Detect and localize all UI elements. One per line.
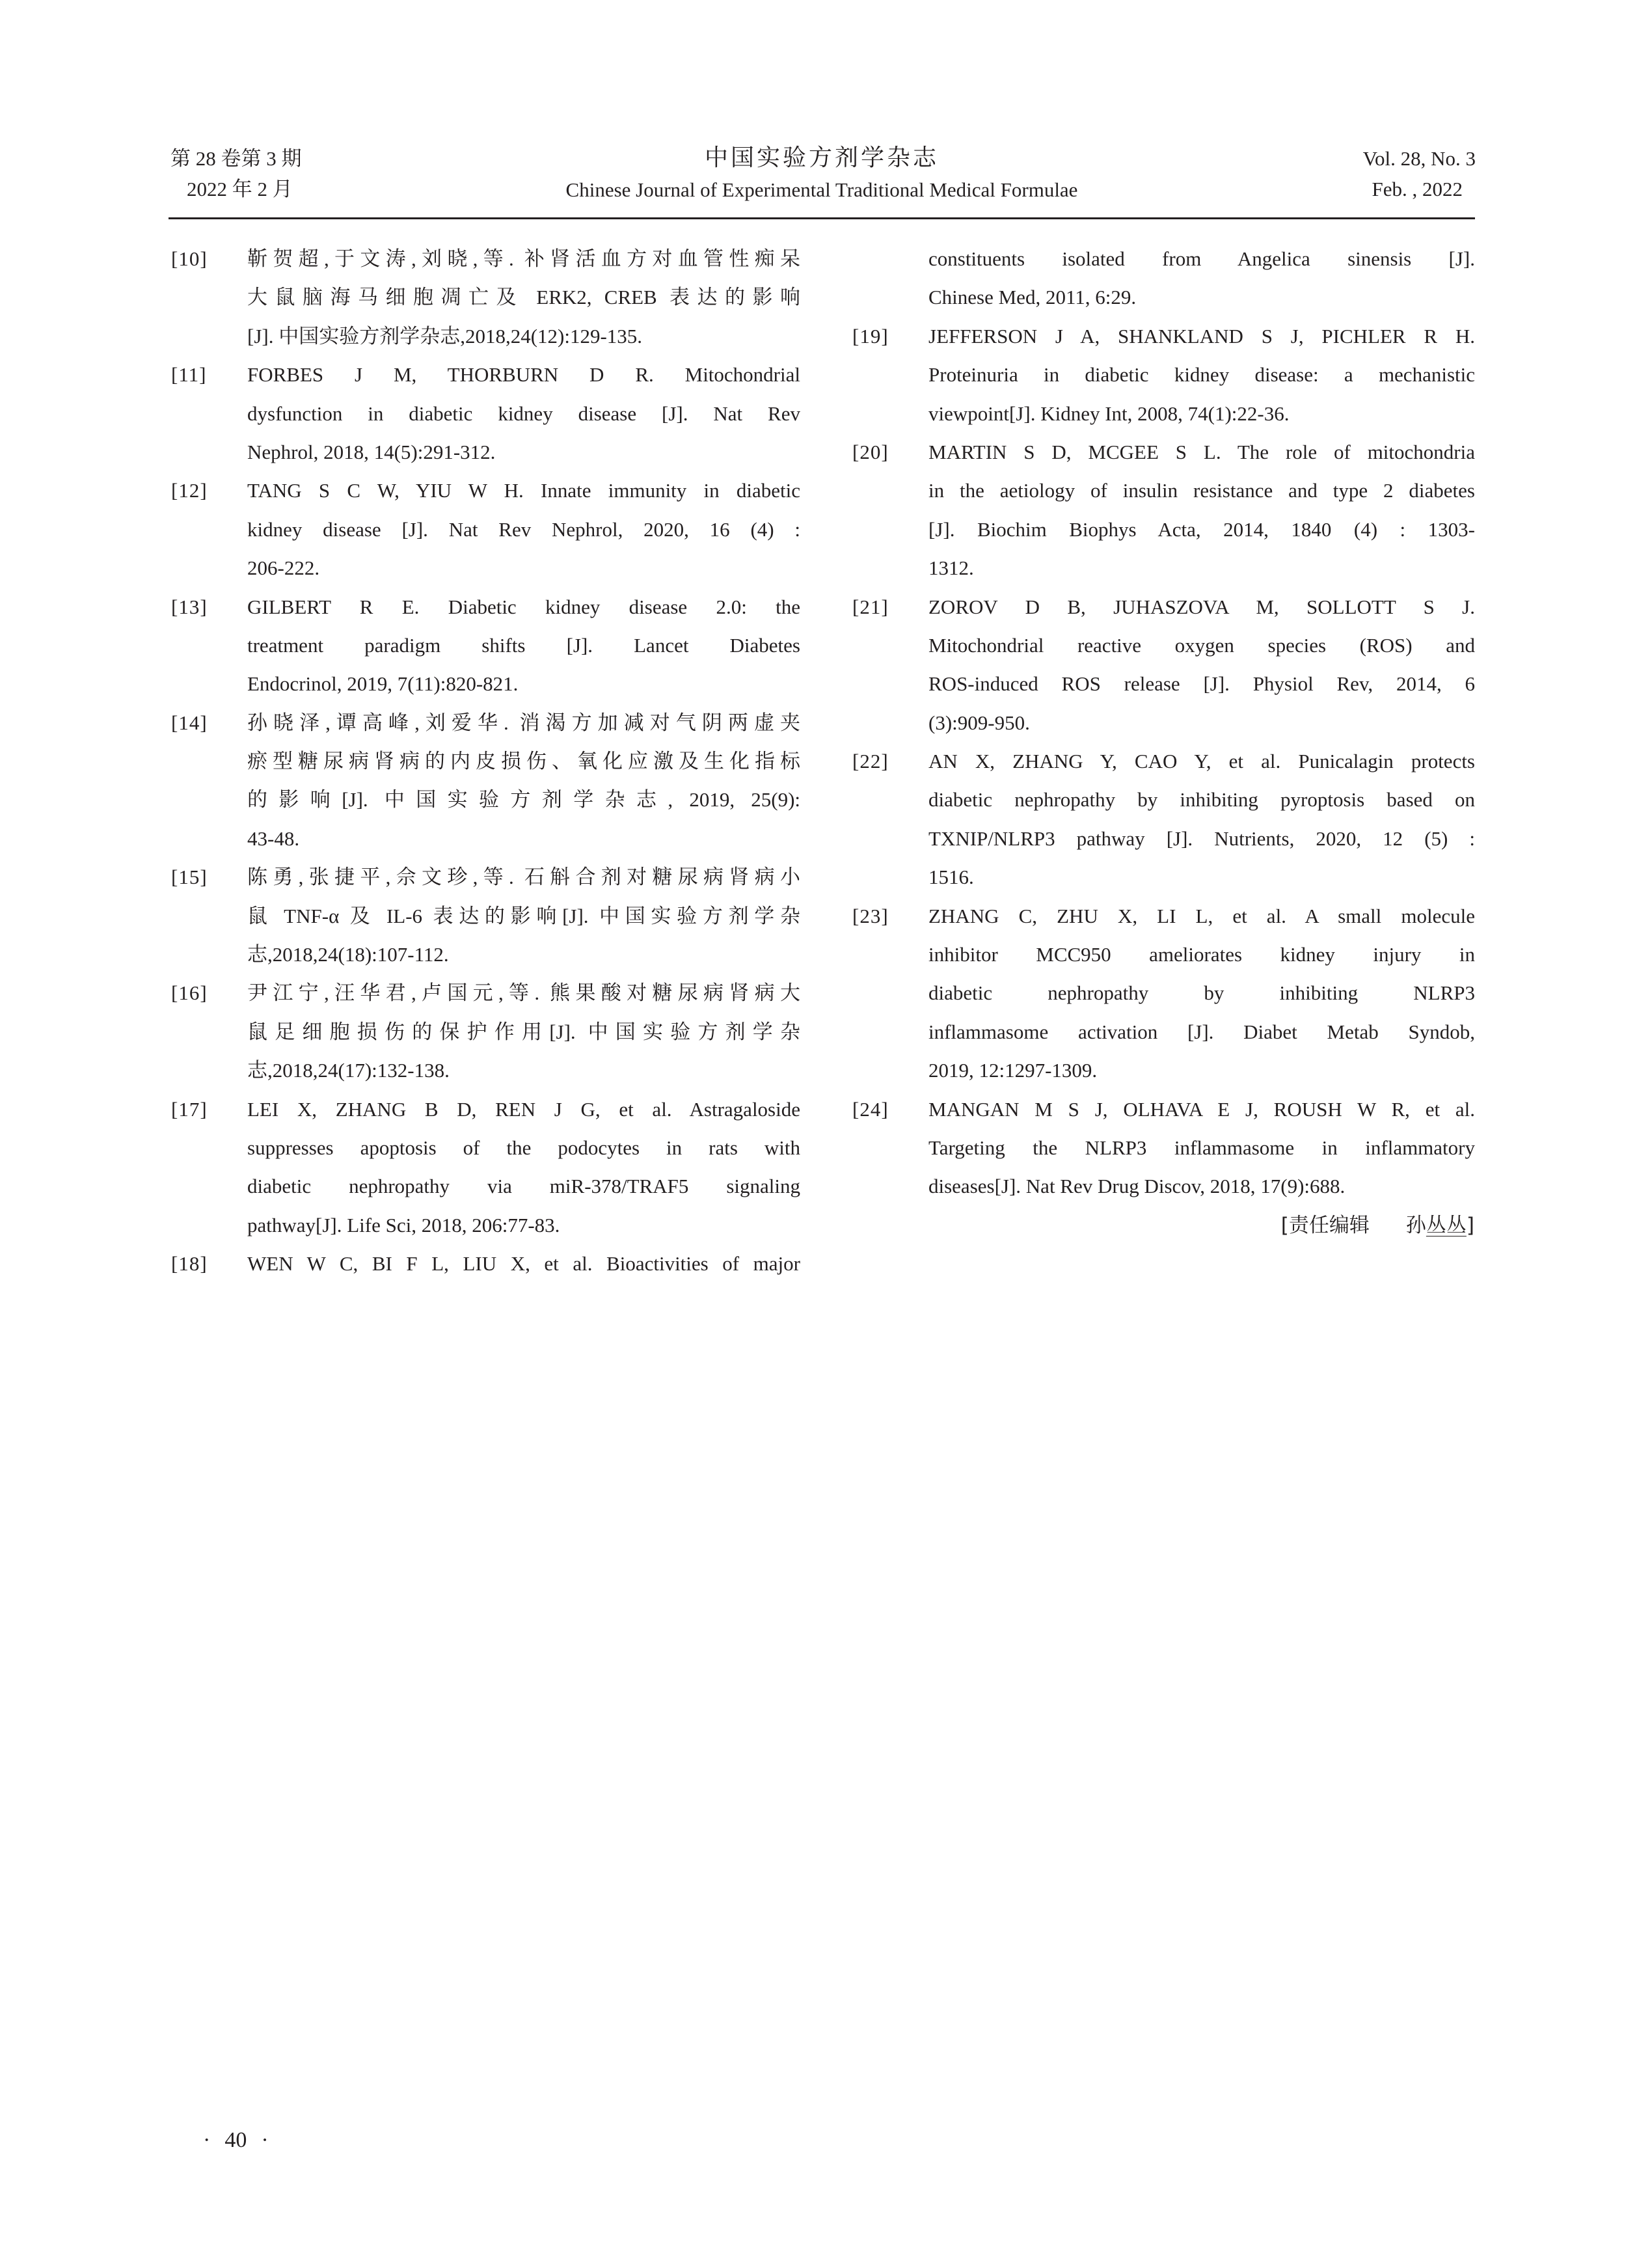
reference-text — [928, 1090, 1475, 1206]
reference-line: Mitochondrial reactive oxygen species (ROS) and — [928, 633, 1475, 657]
reference-line: 孙晓泽,谭高峰,刘爱华. 消渴方加减对气阴两虚夹 — [247, 711, 800, 734]
reference-line: TXNIP/NLRP3 pathway [J]. Nutrients, 2020, 12 (5) : — [928, 827, 1475, 850]
reference-line: AN X, ZHANG Y, CAO Y, et al. Punicalagin protects — [928, 750, 1475, 773]
reference-line: 靳贺超,于文涛,刘晓,等. 补肾活血方对血管性痴呆 — [247, 247, 800, 270]
reference-line: 1516. — [928, 866, 974, 889]
reference-item — [171, 858, 800, 974]
reference-line: diabetic nephropathy by inhibiting NLRP3 — [928, 981, 1475, 1005]
reference-line: ZHANG C, ZHU X, LI L, et al. A small molecule — [928, 904, 1475, 927]
reference-line: treatment paradigm shifts [J]. Lancet Diabetes — [247, 633, 800, 657]
reference-text — [928, 433, 1475, 588]
reference-line: 的影响[J]. 中国实验方剂学杂志, 2019, 25(9): — [247, 788, 800, 812]
reference-item — [171, 1090, 800, 1245]
reference-text — [247, 704, 800, 858]
reference-item — [852, 239, 1475, 317]
reference-number: [10] — [171, 247, 208, 270]
references-right-column — [852, 239, 1475, 1206]
page-number-value: 40 — [224, 2128, 247, 2152]
reference-line: in the aetiology of insulin resistance and type 2 diabetes — [928, 479, 1475, 502]
header-volume-issue-en: Vol. 28, No. 3 — [1362, 147, 1476, 170]
reference-text — [247, 1244, 800, 1283]
reference-line: TANG S C W, YIU W H. Innate immunity in diabetic — [247, 479, 800, 502]
reference-text — [928, 317, 1475, 433]
reference-line: constituents isolated from Angelica sinensis [J]. — [928, 247, 1475, 270]
reference-line: LEI X, ZHANG B D, REN J G, et al. Astragaloside — [247, 1097, 800, 1121]
reference-line: MARTIN S D, MCGEE S L. The role of mitochondria — [928, 440, 1475, 463]
reference-line: Nephrol, 2018, 14(5):291-312. — [247, 440, 496, 463]
reference-text — [247, 974, 800, 1089]
editor-close-bracket: ] — [1466, 1214, 1474, 1237]
reference-text — [247, 471, 800, 587]
editor-label: 责任编辑 — [1288, 1214, 1370, 1237]
reference-line: Chinese Med, 2011, 6:29. — [928, 286, 1137, 309]
reference-text — [928, 588, 1475, 743]
page-number — [189, 2125, 283, 2155]
reference-number: [24] — [852, 1097, 889, 1121]
reference-number: [15] — [171, 866, 208, 889]
reference-line: dysfunction in diabetic kidney disease [J]. Nat Rev — [247, 402, 800, 425]
reference-line: 志,2018,24(18):107-112. — [247, 943, 449, 966]
reference-item — [171, 704, 800, 858]
reference-item — [852, 588, 1475, 743]
reference-line: diabetic nephropathy by inhibiting pyroptosis based on — [928, 788, 1475, 812]
reference-line: [J]. 中国实验方剂学杂志,2018,24(12):129-135. — [247, 324, 643, 348]
reference-line: FORBES J M, THORBURN D R. Mitochondrial — [247, 363, 800, 387]
reference-text — [247, 588, 800, 704]
reference-line: Proteinuria in diabetic kidney disease: a mechanistic — [928, 363, 1475, 387]
editor-name-rest: 丛丛 — [1426, 1214, 1467, 1237]
reference-text — [928, 897, 1475, 1090]
reference-text — [247, 1090, 800, 1245]
reference-line: pathway[J]. Life Sci, 2018, 206:77-83. — [247, 1213, 560, 1236]
reference-line: 大鼠脑海马细胞凋亡及 ERK2, CREB 表达的影响 — [247, 286, 800, 309]
reference-line: 2019, 12:1297-1309. — [928, 1059, 1098, 1082]
reference-line: ZOROV D B, JUHASZOVA M, SOLLOTT S J. — [928, 595, 1475, 618]
reference-line: GILBERT R E. Diabetic kidney disease 2.0: the — [247, 595, 800, 618]
reference-line: Endocrinol, 2019, 7(11):820-821. — [247, 672, 519, 696]
journal-title-cn: 中国实验方剂学杂志 — [704, 144, 939, 171]
header-volume-issue-cn: 第 28 卷第 3 期 — [170, 147, 302, 170]
reference-line: 陈勇,张捷平,佘文珍,等. 石斛合剂对糖尿病肾病小 — [247, 866, 800, 889]
reference-line: suppresses apoptosis of the podocytes in rats with — [247, 1136, 800, 1159]
reference-number: [16] — [171, 981, 208, 1005]
reference-line: inflammasome activation [J]. Diabet Metab Syndob, — [928, 1020, 1475, 1043]
reference-line: ROS-induced ROS release [J]. Physiol Rev, 2014, 6 — [928, 672, 1475, 696]
reference-line: 瘀型糖尿病肾病的内皮损伤、氧化应激及生化指标 — [247, 750, 800, 773]
reference-line: JEFFERSON J A, SHANKLAND S J, PICHLER R H. — [928, 324, 1475, 348]
reference-number: [20] — [852, 440, 889, 463]
page-number-dot-right: · — [261, 2128, 269, 2152]
reference-line: MANGAN M S J, OLHAVA E J, ROUSH W R, et al. — [928, 1097, 1475, 1121]
reference-item — [171, 355, 800, 471]
reference-number: [23] — [852, 904, 889, 927]
reference-line: 43-48. — [247, 827, 300, 850]
reference-number: [21] — [852, 595, 889, 618]
reference-line: diseases[J]. Nat Rev Drug Discov, 2018, 17(9):688. — [928, 1175, 1346, 1198]
editor-name-first: 孙 — [1405, 1214, 1426, 1237]
reference-item — [852, 897, 1475, 1090]
reference-text — [247, 239, 800, 355]
header-date-en: Feb. , 2022 — [1372, 178, 1463, 200]
header-rule — [169, 217, 1475, 219]
reference-line: 尹江宁,汪华君,卢国元,等. 熊果酸对糖尿病肾病大 — [247, 981, 800, 1005]
reference-number: [22] — [852, 750, 889, 773]
header-date-cn: 2022 年 2 月 — [187, 178, 293, 200]
responsible-editor-note — [1281, 1211, 1474, 1240]
reference-line: 鼠足细胞损伤的保护作用[J]. 中国实验方剂学杂 — [247, 1020, 800, 1043]
reference-number: [12] — [171, 479, 208, 502]
reference-text — [928, 239, 1475, 317]
reference-line: WEN W C, BI F L, LIU X, et al. Bioactivities of major — [247, 1252, 800, 1276]
reference-line: 1312. — [928, 556, 974, 580]
reference-number: [11] — [171, 363, 207, 387]
journal-title-en: Chinese Journal of Experimental Traditional Medical Formulae — [565, 178, 1078, 201]
reference-line: 206-222. — [247, 556, 320, 580]
reference-number: [19] — [852, 324, 889, 348]
reference-line: [J]. Biochim Biophys Acta, 2014, 1840 (4) : 1303- — [928, 517, 1475, 541]
reference-line: (3):909-950. — [928, 711, 1030, 734]
reference-number: [13] — [171, 595, 208, 618]
page-number-dot-left: · — [203, 2128, 211, 2152]
editor-open-bracket: [ — [1280, 1214, 1289, 1237]
reference-number: [18] — [171, 1252, 208, 1276]
reference-item — [852, 317, 1475, 433]
reference-item — [852, 742, 1475, 897]
references-left-column — [171, 239, 800, 1283]
reference-item — [171, 239, 800, 355]
reference-line: 志,2018,24(17):132-138. — [247, 1059, 450, 1082]
reference-line: viewpoint[J]. Kidney Int, 2008, 74(1):22-36. — [928, 402, 1290, 425]
reference-line: Targeting the NLRP3 inflammasome in inflammatory — [928, 1136, 1475, 1159]
reference-item — [852, 1090, 1475, 1206]
reference-text — [928, 742, 1475, 897]
reference-number: [14] — [171, 711, 208, 734]
reference-text — [247, 858, 800, 974]
reference-line: diabetic nephropathy via miR-378/TRAF5 signaling — [247, 1175, 800, 1198]
reference-item — [171, 471, 800, 587]
reference-item — [171, 974, 800, 1089]
reference-text — [247, 355, 800, 471]
reference-item — [852, 433, 1475, 588]
reference-item — [171, 588, 800, 704]
reference-line: inhibitor MCC950 ameliorates kidney injury in — [928, 943, 1475, 966]
reference-line: 鼠 TNF-α 及 IL-6 表达的影响[J]. 中国实验方剂学杂 — [247, 904, 800, 927]
reference-number: [17] — [171, 1097, 208, 1121]
reference-line: kidney disease [J]. Nat Rev Nephrol, 2020, 16 (4) : — [247, 517, 800, 541]
reference-item — [171, 1244, 800, 1283]
